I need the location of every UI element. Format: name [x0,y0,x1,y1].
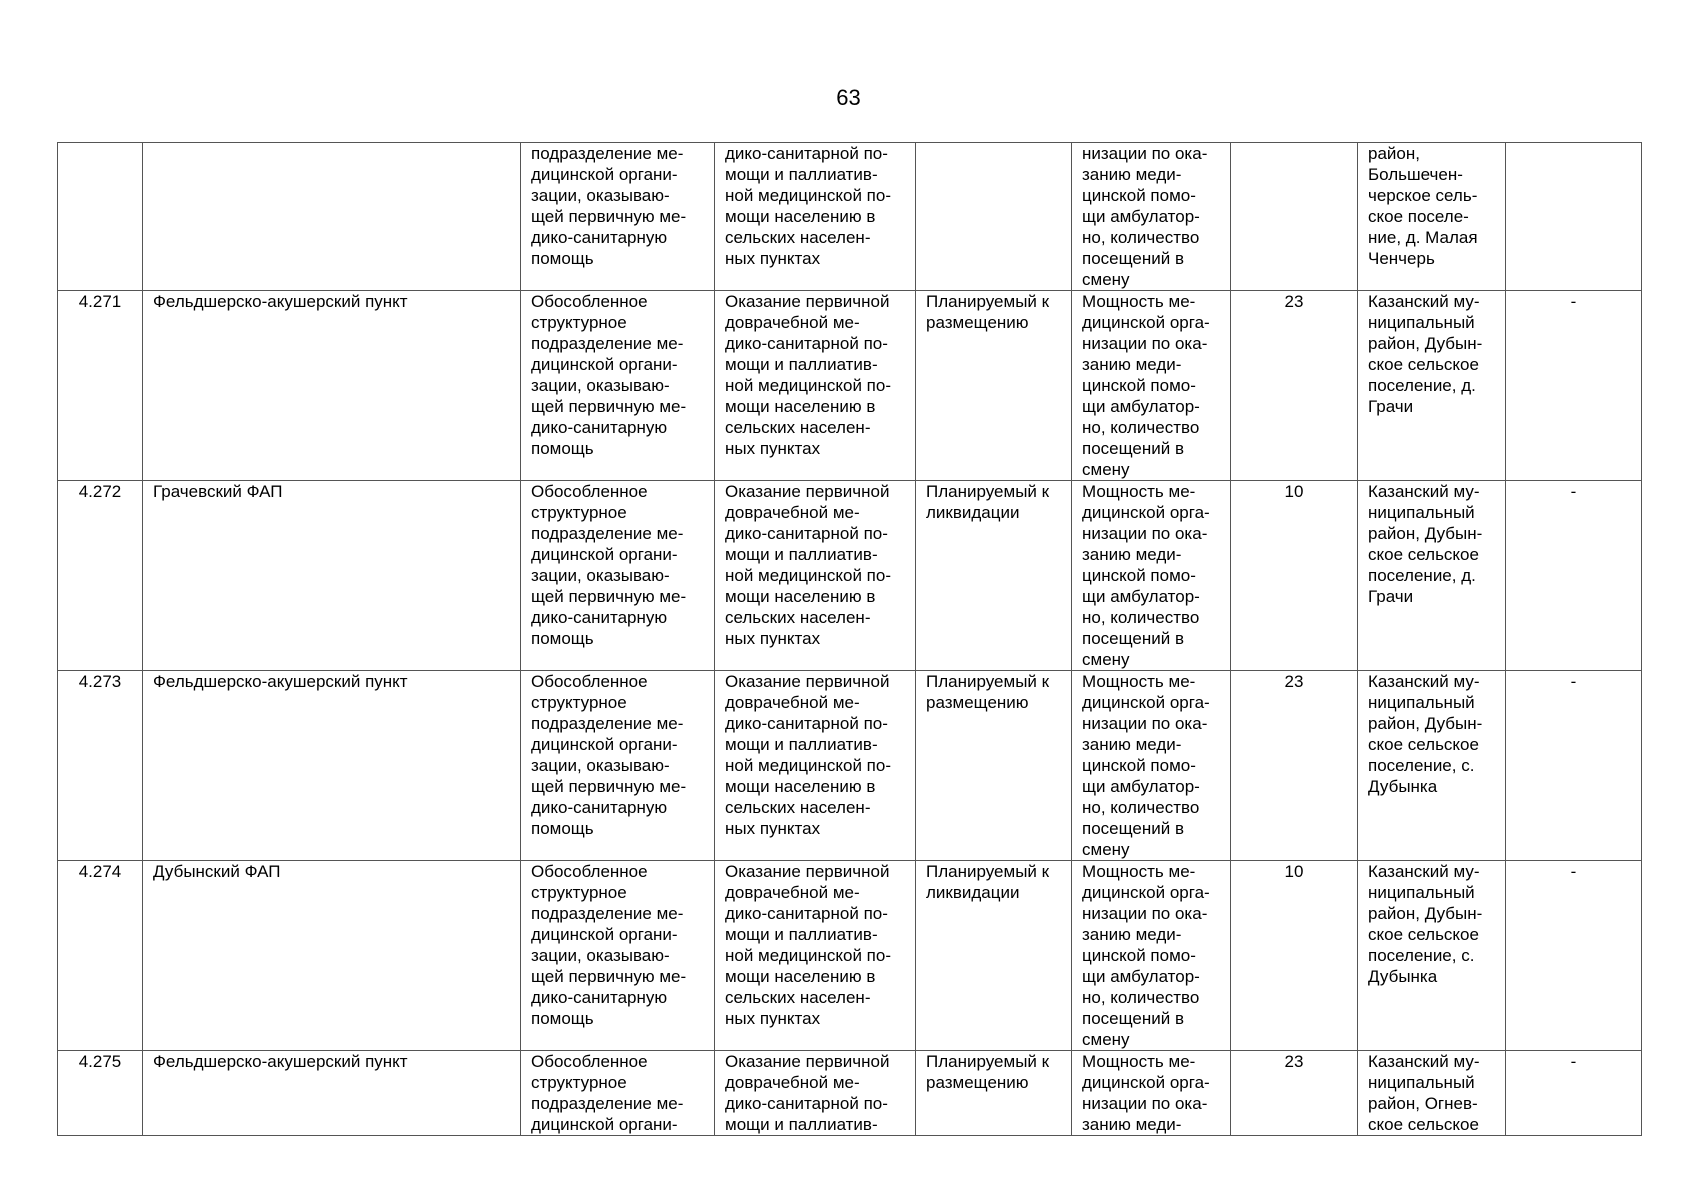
table-row [58,861,1642,1051]
facility-table [57,142,1642,1136]
facility-status: Планируемый к размещению [916,291,1072,481]
facility-location: Казанский му- ниципальный район, Дубын- ское сельское поселение, д. Грачи [1358,291,1506,481]
capacity-value: 10 [1231,481,1358,671]
facility-note: - [1506,1051,1642,1136]
facility-type: Обособленное структурное подразделение ме- дицинской органи- [521,1051,715,1136]
facility-name [143,143,521,291]
capacity-value: 23 [1231,1051,1358,1136]
table-row [58,143,1642,291]
facility-status [916,143,1072,291]
capacity-value [1231,143,1358,291]
table-row [58,671,1642,861]
capacity-value: 10 [1231,861,1358,1051]
facility-status: Планируемый к размещению [916,1051,1072,1136]
facility-status: Планируемый к ликвидации [916,481,1072,671]
facility-name: Дубынский ФАП [143,861,521,1051]
table-row [58,1051,1642,1136]
page-number: 63 [836,85,861,110]
capacity-indicator: Мощность ме- дицинской орга- низации по ока- занию меди- цинской помо- щи амбулатор- но, количество посещений в смену [1072,481,1231,671]
facility-location: Казанский му- ниципальный район, Дубын- ское сельское поселение, д. Грачи [1358,481,1506,671]
facility-purpose: Оказание первичной доврачебной ме- дико-санитарной по- мощи и паллиатив- ной медицинской по- мощи населению в сельских населен- ных пунктах [715,481,916,671]
facility-purpose: дико-санитарной по- мощи и паллиатив- ной медицинской по- мощи населению в сельских населен- ных пунктах [715,143,916,291]
table-row [58,291,1642,481]
capacity-indicator: Мощность ме- дицинской орга- низации по ока- занию меди- [1072,1051,1231,1136]
facility-status: Планируемый к размещению [916,671,1072,861]
row-number: 4.271 [58,291,143,481]
facility-purpose: Оказание первичной доврачебной ме- дико-санитарной по- мощи и паллиатив- ной медицинской по- мощи населению в сельских населен- ных пунктах [715,671,916,861]
facility-note: - [1506,861,1642,1051]
facility-purpose: Оказание первичной доврачебной ме- дико-санитарной по- мощи и паллиатив- [715,1051,916,1136]
row-number [58,143,143,291]
facility-name: Фельдшерско-акушерский пункт [143,671,521,861]
capacity-indicator: низации по ока- занию меди- цинской помо- щи амбулатор- но, количество посещений в смену [1072,143,1231,291]
capacity-indicator: Мощность ме- дицинской орга- низации по ока- занию меди- цинской помо- щи амбулатор- но, количество посещений в смену [1072,861,1231,1051]
facility-name: Фельдшерско-акушерский пункт [143,291,521,481]
facility-name: Фельдшерско-акушерский пункт [143,1051,521,1136]
facility-location: Казанский му- ниципальный район, Огнев- ское сельское [1358,1051,1506,1136]
facility-status: Планируемый к ликвидации [916,861,1072,1051]
capacity-indicator: Мощность ме- дицинской орга- низации по ока- занию меди- цинской помо- щи амбулатор- но, количество посещений в смену [1072,291,1231,481]
facility-note: - [1506,291,1642,481]
capacity-indicator: Мощность ме- дицинской орга- низации по ока- занию меди- цинской помо- щи амбулатор- но, количество посещений в смену [1072,671,1231,861]
capacity-value: 23 [1231,291,1358,481]
row-number: 4.272 [58,481,143,671]
facility-note: - [1506,481,1642,671]
facility-type: Обособленное структурное подразделение ме- дицинской органи- зации, оказываю- щей первичную ме- дико-санитарную помощь [521,671,715,861]
facility-location: район, Большечен- черское сель- ское поселе- ние, д. Малая Ченчерь [1358,143,1506,291]
row-number: 4.275 [58,1051,143,1136]
facility-location: Казанский му- ниципальный район, Дубын- ское сельское поселение, с. Дубынка [1358,671,1506,861]
facility-note [1506,143,1642,291]
facility-type: Обособленное структурное подразделение ме- дицинской органи- зации, оказываю- щей первичную ме- дико-санитарную помощь [521,291,715,481]
table-row [58,481,1642,671]
row-number: 4.273 [58,671,143,861]
facility-name: Грачевский ФАП [143,481,521,671]
row-number: 4.274 [58,861,143,1051]
facility-purpose: Оказание первичной доврачебной ме- дико-санитарной по- мощи и паллиатив- ной медицинской по- мощи населению в сельских населен- ных пунктах [715,291,916,481]
facility-type: подразделение ме- дицинской органи- зации, оказываю- щей первичную ме- дико-санитарную помощь [521,143,715,291]
capacity-value: 23 [1231,671,1358,861]
facility-location: Казанский му- ниципальный район, Дубын- ское сельское поселение, с. Дубынка [1358,861,1506,1051]
facility-type: Обособленное структурное подразделение ме- дицинской органи- зации, оказываю- щей первичную ме- дико-санитарную помощь [521,861,715,1051]
facility-purpose: Оказание первичной доврачебной ме- дико-санитарной по- мощи и паллиатив- ной медицинской по- мощи населению в сельских населен- ных пунктах [715,861,916,1051]
facility-type: Обособленное структурное подразделение ме- дицинской органи- зации, оказываю- щей первичную ме- дико-санитарную помощь [521,481,715,671]
facility-note: - [1506,671,1642,861]
